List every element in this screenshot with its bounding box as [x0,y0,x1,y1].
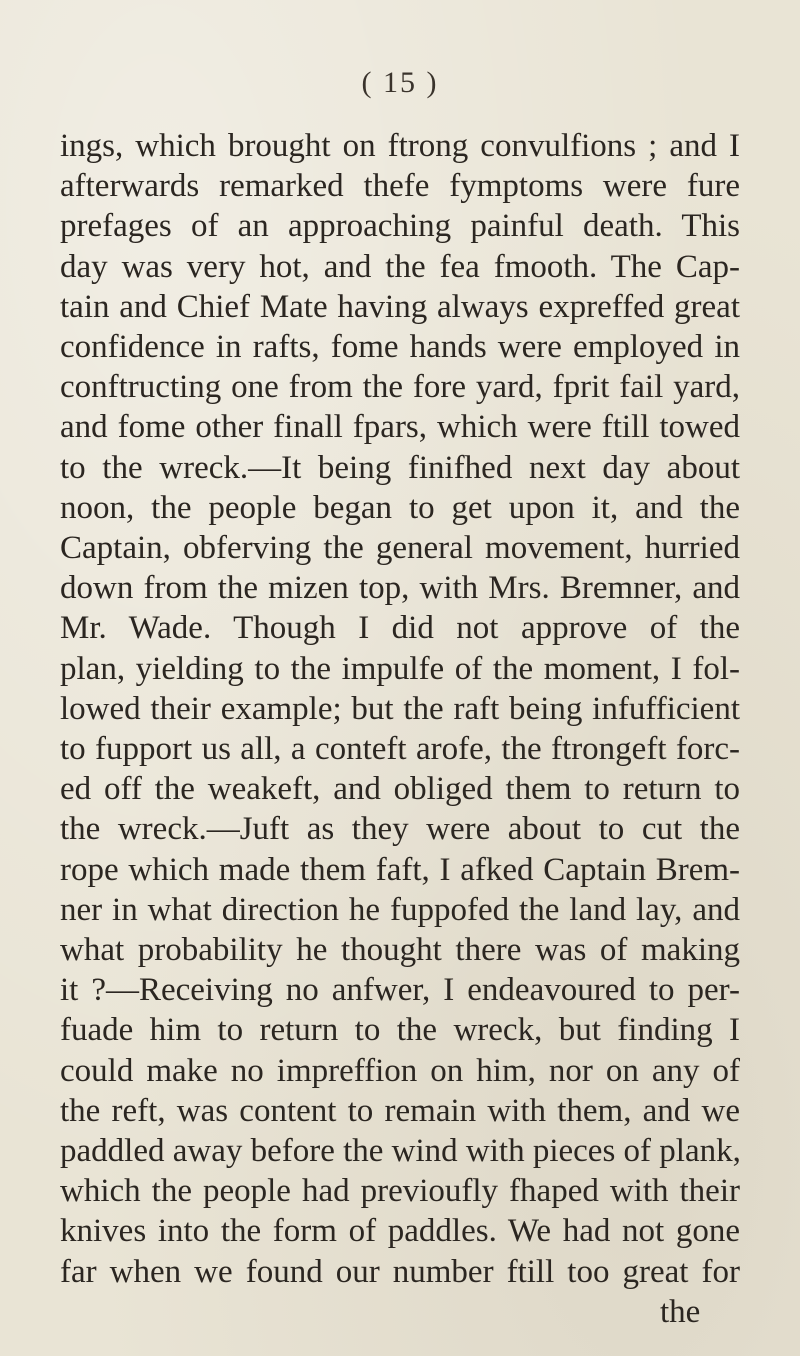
text-line: tain and Chief Mate having always expreffed great [60,288,740,325]
text-line: paddled away before the wind with pieces of plank, [60,1133,741,1169]
text-line: day was very hot, and the fea fmooth. The Cap- [60,248,740,285]
text-line: to fupport us all, a conteft arofe, the ftrongeft forc- [60,731,740,767]
text-line: it ?—Receiving no anfwer, I endeavoured to per- [60,972,740,1009]
catchword: the [660,1293,701,1330]
text-line: prefages of an approaching painful death. This [60,208,740,245]
text-line: noon, the people began to get upon it, and the [60,489,740,526]
text-line: what probability he thought there was of making [60,932,740,968]
text-line: which the people had previoufly fhaped with their [60,1173,740,1210]
text-line: plan, yielding to the impulfe of the moment, I fol- [60,650,740,687]
text-line: lowed their example; but the raft being infufficient [60,690,740,727]
text-line: could make no impreffion on him, nor on any of [60,1052,740,1089]
text-line: ed off the weakeft, and obliged them to return to [60,771,740,808]
text-line: far when we found our number ftill too great for [60,1253,740,1290]
text-line: Mr. Wade. Though I did not approve of the [60,610,740,647]
text-line: to the wreck.—It being finifhed next day about [60,449,740,486]
text-line: confidence in rafts, fome hands were employed in [60,329,740,365]
text-line: knives into the form of paddles. We had not gone [60,1213,740,1250]
text-line: rope which made them faft, I afked Captain Brem- [60,851,740,888]
text-line: the reft, was content to remain with them, and we [60,1092,740,1129]
text-line: Captain, obferving the general movement, hurried [60,530,740,566]
text-line: and fome other finall fpars, which were ftill towed [60,409,740,446]
text-line: afterwards remarked thefe fymptoms were fure [60,168,740,205]
text-line: down from the mizen top, with Mrs. Bremner, and [60,570,740,607]
text-line: the wreck.—Juft as they were about to cut the [60,811,740,848]
page-number: ( 15 ) [361,66,439,99]
text-line: conftructing one from the fore yard, fprit fail yard, [60,369,740,406]
text-line: ner in what direction he fuppofed the land lay, and [60,891,740,928]
text-line: ings, which brought on ftrong convulfions ; and I [60,128,740,164]
text-line: fuade him to return to the wreck, but finding I [60,1012,740,1049]
